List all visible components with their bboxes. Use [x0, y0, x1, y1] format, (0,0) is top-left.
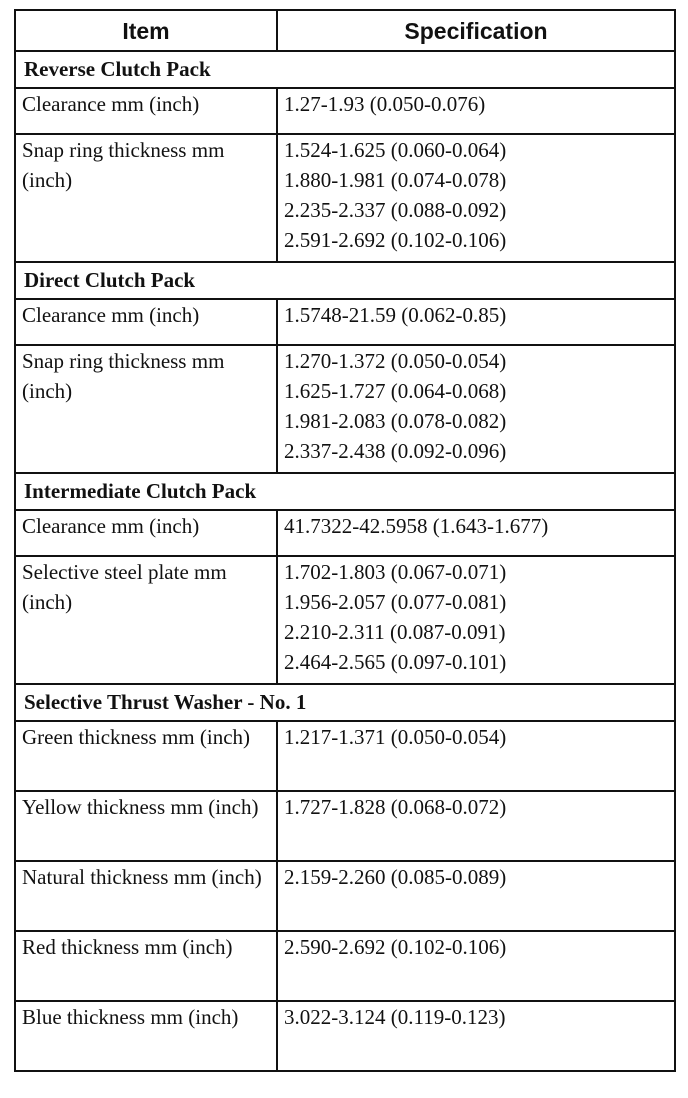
specification-cell [277, 931, 675, 1001]
specification-value: 1.981-2.083 (0.078-0.082) [284, 409, 507, 433]
table-body [15, 51, 675, 1071]
specification-column-header: Specification [277, 10, 675, 51]
specification-value: 1.956-2.057 (0.077-0.081) [284, 590, 507, 614]
specification-value: 2.337-2.438 (0.092-0.096) [284, 439, 507, 463]
table-row [15, 345, 675, 473]
table-row [15, 134, 675, 262]
specification-cell [277, 345, 675, 473]
item-cell: Clearance mm (inch) [15, 88, 277, 134]
specification-cell [277, 791, 675, 861]
specification-value: 1.880-1.981 (0.074-0.078) [284, 168, 507, 192]
table-row [15, 861, 675, 931]
item-cell: Yellow thickness mm (inch) [15, 791, 277, 861]
item-column-header: Item [15, 10, 277, 51]
table-row [15, 721, 675, 791]
table-row [15, 299, 675, 345]
table-row [15, 556, 675, 684]
specification-value: 2.235-2.337 (0.088-0.092) [284, 198, 507, 222]
specification-value: 2.464-2.565 (0.097-0.101) [284, 650, 507, 674]
item-cell: Snap ring thickness mm (inch) [15, 345, 277, 473]
specification-cell [277, 721, 675, 791]
item-cell: Red thickness mm (inch) [15, 931, 277, 1001]
specification-value: 1.625-1.727 (0.064-0.068) [284, 379, 507, 403]
specification-cell [277, 861, 675, 931]
section-title: Direct Clutch Pack [15, 262, 675, 299]
item-cell: Natural thickness mm (inch) [15, 861, 277, 931]
specification-value: 1.5748-21.59 (0.062-0.85) [284, 303, 507, 327]
specification-value: 1.217-1.371 (0.050-0.054) [284, 725, 507, 749]
section-header-row [15, 473, 675, 510]
item-cell: Clearance mm (inch) [15, 510, 277, 556]
section-title: Reverse Clutch Pack [15, 51, 675, 88]
section-header-row [15, 51, 675, 88]
specification-value: 2.591-2.692 (0.102-0.106) [284, 228, 507, 252]
table-row [15, 1001, 675, 1071]
specification-value: 1.270-1.372 (0.050-0.054) [284, 349, 507, 373]
specification-cell [277, 556, 675, 684]
table-row [15, 510, 675, 556]
item-cell: Selective steel plate mm (inch) [15, 556, 277, 684]
table-row [15, 931, 675, 1001]
specification-cell [277, 510, 675, 556]
specification-value: 41.7322-42.5958 (1.643-1.677) [284, 514, 549, 538]
section-title: Selective Thrust Washer - No. 1 [15, 684, 675, 721]
specification-value: 1.27-1.93 (0.050-0.076) [284, 92, 486, 116]
section-header-row [15, 262, 675, 299]
item-cell: Green thickness mm (inch) [15, 721, 277, 791]
item-cell: Blue thickness mm (inch) [15, 1001, 277, 1071]
item-cell: Clearance mm (inch) [15, 299, 277, 345]
specification-cell [277, 134, 675, 262]
specification-cell [277, 1001, 675, 1071]
table-row [15, 791, 675, 861]
section-title: Intermediate Clutch Pack [15, 473, 675, 510]
specification-cell [277, 299, 675, 345]
specification-value: 2.159-2.260 (0.085-0.089) [284, 865, 507, 889]
section-header-row [15, 684, 675, 721]
item-cell: Snap ring thickness mm (inch) [15, 134, 277, 262]
specification-value: 1.702-1.803 (0.067-0.071) [284, 560, 507, 584]
specification-cell [277, 88, 675, 134]
specification-value: 1.524-1.625 (0.060-0.064) [284, 138, 507, 162]
specification-value: 1.727-1.828 (0.068-0.072) [284, 795, 507, 819]
specification-table [14, 9, 676, 1072]
header-row [15, 10, 675, 51]
specification-value: 3.022-3.124 (0.119-0.123) [284, 1005, 506, 1029]
table-row [15, 88, 675, 134]
specification-value: 2.210-2.311 (0.087-0.091) [284, 620, 506, 644]
specification-value: 2.590-2.692 (0.102-0.106) [284, 935, 507, 959]
